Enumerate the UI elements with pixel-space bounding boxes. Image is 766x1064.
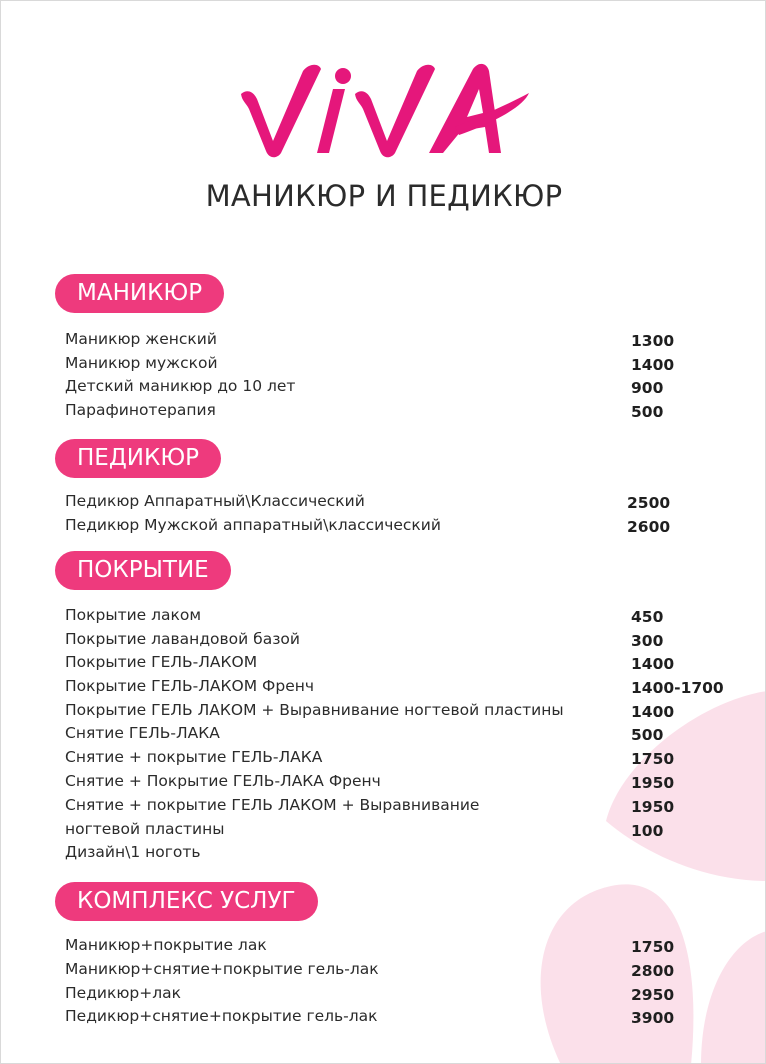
price-row	[65, 984, 745, 1008]
price-row	[65, 606, 745, 630]
service-name: Детский маникюр до 10 лет	[65, 377, 296, 395]
service-price: 1400	[631, 655, 675, 673]
price-row	[65, 377, 745, 401]
service-name: Педикюр+снятие+покрытие гель-лак	[65, 1007, 378, 1025]
service-price: 1750	[631, 938, 675, 956]
service-price: 450	[631, 608, 664, 626]
price-row	[65, 492, 745, 516]
service-price: 1300	[631, 332, 675, 350]
price-row	[65, 936, 745, 960]
service-price: 1950	[631, 774, 675, 792]
section-heading-coating: ПОКРЫТИЕ	[55, 551, 231, 590]
price-row	[65, 820, 745, 844]
price-row	[65, 843, 745, 867]
service-name: Парафинотерапия	[65, 401, 216, 419]
section-heading-manicure: МАНИКЮР	[55, 274, 224, 313]
service-price: 1950	[631, 798, 675, 816]
price-row	[65, 796, 745, 820]
service-price: 300	[631, 632, 664, 650]
service-price: 900	[631, 379, 664, 397]
service-name: Покрытие ГЕЛЬ-ЛАКОМ	[65, 653, 258, 671]
price-row	[65, 354, 745, 378]
price-row	[65, 330, 745, 354]
service-price: 2800	[631, 962, 675, 980]
service-name: Педикюр Аппаратный\Классический	[65, 492, 365, 510]
service-price: 500	[631, 726, 664, 744]
service-price: 100	[631, 822, 664, 840]
service-price: 3900	[631, 1009, 675, 1027]
service-price: 1400	[631, 356, 675, 374]
price-row	[65, 630, 745, 654]
service-name: Педикюр+лак	[65, 984, 181, 1002]
price-row	[65, 516, 745, 540]
service-name: Покрытие лаком	[65, 606, 202, 624]
service-name: Покрытие лавандовой базой	[65, 630, 300, 648]
service-name: Маникюр+покрытие лак	[65, 936, 267, 954]
price-row	[65, 401, 745, 425]
service-price: 1400	[631, 703, 675, 721]
service-name: Снятие + Покрытие ГЕЛЬ-ЛАКА Френч	[65, 772, 381, 790]
service-price: 2500	[627, 494, 671, 512]
price-row	[65, 772, 745, 796]
service-name: Покрытие ГЕЛЬ ЛАКОМ + Выравнивание ногтевой пластины	[65, 701, 564, 719]
service-name: Педикюр Мужской аппаратный\классический	[65, 516, 441, 534]
service-name: Дизайн\1 ноготь	[65, 843, 201, 861]
price-row	[65, 724, 745, 748]
service-name: Покрытие ГЕЛЬ-ЛАКОМ Френч	[65, 677, 315, 695]
service-name: Маникюр женский	[65, 330, 217, 348]
service-name: Маникюр+снятие+покрытие гель-лак	[65, 960, 379, 978]
service-price: 2950	[631, 986, 675, 1004]
section-heading-complex: КОМПЛЕКС УСЛУГ	[55, 882, 318, 921]
price-row	[65, 677, 745, 701]
service-name: Снятие + покрытие ГЕЛЬ-ЛАКА	[65, 748, 323, 766]
price-row	[65, 701, 745, 725]
service-price: 1400-1700	[631, 679, 724, 697]
service-name: Маникюр мужской	[65, 354, 218, 372]
service-price: 1750	[631, 750, 675, 768]
price-row	[65, 748, 745, 772]
section-heading-pedicure: ПЕДИКЮР	[55, 439, 221, 478]
price-row	[65, 1007, 745, 1031]
page-title: МАНИКЮР И ПЕДИКЮР	[205, 179, 563, 213]
service-name: Снятие + покрытие ГЕЛЬ ЛАКОМ + Выравнивание	[65, 796, 480, 814]
service-name: Снятие ГЕЛЬ-ЛАКА	[65, 724, 220, 742]
viva-logo	[233, 49, 533, 159]
price-row	[65, 653, 745, 677]
service-price: 2600	[627, 518, 671, 536]
service-price: 500	[631, 403, 664, 421]
service-name: ногтевой пластины	[65, 820, 225, 838]
price-row	[65, 960, 745, 984]
